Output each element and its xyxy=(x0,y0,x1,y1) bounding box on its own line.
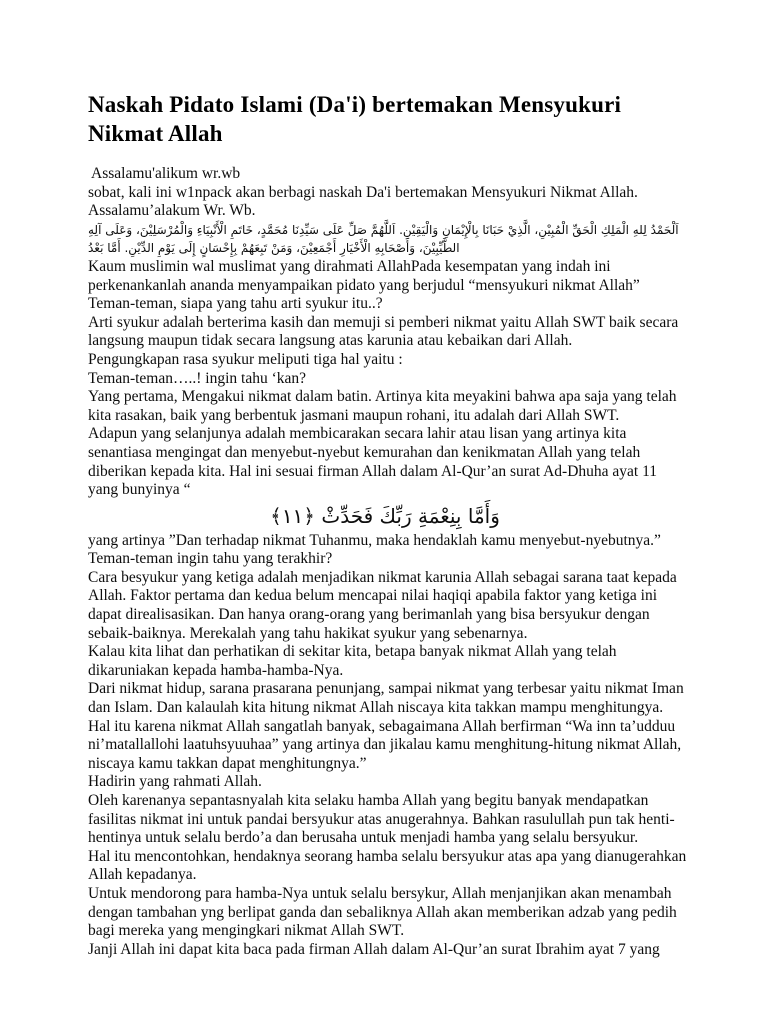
body-text-line: Untuk mendorong para hamba-Nya untuk selalu bersykur, Allah menjanjikan akan menambah xyxy=(88,884,672,902)
page-title xyxy=(88,90,682,148)
body-text-line: sobat, kali ini w1npack akan berbagi naskah Da'i bertemakan Mensyukuri Nikmat Allah. xyxy=(88,183,638,201)
body-text-line: hentinya untuk selalu berdo’a dan berusaha untuk menjadi hamba yang selalu bersyukur. xyxy=(88,829,639,847)
document-body xyxy=(88,165,687,959)
body-text-line: dapat direalisasikan. Dan hanya orang-orang yang berimanlah yang bisa bersyukur dengan xyxy=(88,606,650,624)
body-text-line: Allah kepadanya. xyxy=(88,866,197,884)
body-text-line: ni’matallallohi laatuhsyuuhaa” yang artinya dan jikalau kamu menghitung-hitung nikmat Allah, xyxy=(88,736,682,754)
body-text-line: dan Islam. Dan kalaulah kita hitung nikmat Allah niscaya kita takkan mampu menghitungya. xyxy=(88,699,664,717)
body-text-line: Oleh karenanya sepantasnyalah kita selaku hamba Allah yang begitu banyak mendapatkan xyxy=(88,792,649,809)
body-text-line: Yang pertama, Mengakui nikmat dalam batin. Artinya kita meyakini bahwa apa saja yang telah xyxy=(88,388,677,406)
body-text-line: Kaum muslimin wal muslimat yang dirahmati AllahPada kesempatan yang indah ini xyxy=(88,257,611,275)
body-text-line: sebaik-baiknya. Merekalah yang tahu hakikat syukur yang sebenarnya. xyxy=(88,624,528,642)
body-text-line: Kalau kita lihat dan perhatikan di sekitar kita, betapa banyak nikmat Allah yang telah xyxy=(88,643,617,661)
body-text-line: Teman-teman, siapa yang tahu arti syukur itu..? xyxy=(88,295,383,313)
body-text-line: dikaruniakan kepada hamba-hamba-Nya. xyxy=(88,661,344,679)
body-text-line: yang bunyinya “ xyxy=(88,481,191,499)
body-text-line: yang artinya ”Dan terhadap nikmat Tuhanmu, maka hendaklah kamu menyebut-nyebutnya.” xyxy=(88,531,661,549)
body-text-line: Hadirin yang rahmati Allah. xyxy=(88,773,262,791)
body-text-line: bagi mereka yang mengingkari nikmat Allah SWT. xyxy=(88,922,405,940)
body-text-line: dengan tambahan yng berlipat ganda dan sebaliknya Allah akan memberikan adzab yang pedih xyxy=(88,903,677,921)
body-text-line: Teman-teman ingin tahu yang terakhir? xyxy=(88,550,333,568)
body-text-line: diberikan kepada kita. Hal ini sesuai firman Allah dalam Al-Qur’an surat Ad-Dhuha ayat 11 xyxy=(88,462,658,480)
arabic-dua-paragraph: اَلْحَمْدُ لِلهِ الْمَلِكِ الْحَقِّ الْمُبِيْنِ، الَّذِيْ حَبَانَا بِالْإِيْمَانِ وَالْيَقِيْنِ. اَللَّهُمَّ صَلِّ عَلَى سَيِّدِنَا مُحَمَّدٍ، خَاتَمِ الْأَنْبِيَاءِ وَالْمُرْسَلِيْنَ، وَعَلَى آلِهِ الطَّيِّبِيْنَ، وَأَصْحَابِهِ الْأَخْيَارِ أَجْمَعِيْنَ، وَمَنْ تَبِعَهُمْ بِإِحْسَانٍ إِلَى يَوْمِ الدِّيْنِ. أَمَّا بَعْدُ xyxy=(88,222,679,256)
body-text-line: senantiasa mengingat dan menyebut-nyebut kemurahan dan kenikmatan Allah yang telah xyxy=(88,443,641,461)
body-text-line: Adapun yang selanjunya adalah membicarakan secara lahir atau lisan yang artinya kita xyxy=(88,425,627,443)
body-text-line: Hal itu mencontohkan, hendaknya seorang hamba selalu bersyukur atas apa yang dianugerahkan xyxy=(88,847,687,865)
body-text-line: Assalamu’alakum Wr. Wb. xyxy=(88,202,256,220)
body-text-line: Assalamu'alikum wr.wb xyxy=(88,165,241,182)
body-text-line: Arti syukur adalah berterima kasih dan memuji si pemberi nikmat yaitu Allah SWT baik secara xyxy=(88,313,679,331)
body-text-line: kita rasakan, baik yang berbentuk jasmani maupun rohani, itu adalah dari Allah SWT. xyxy=(88,406,620,424)
body-text-line: perkenankanlah ananda menyampaikan pidato yang berjudul “mensyukuri nikmat Allah” xyxy=(88,276,640,294)
body-text-line: Cara besyukur yang ketiga adalah menjadikan nikmat karunia Allah sebagai sarana taat kepada xyxy=(88,568,677,586)
body-text-line: Janji Allah ini dapat kita baca pada firman Allah dalam Al-Qur’an surat Ibrahim ayat 7 yang xyxy=(88,940,660,958)
body-text-line: Dari nikmat hidup, sarana prasarana penunjang, sampai nikmat yang terbesar yaitu nikmat Iman xyxy=(88,680,684,698)
body-text-line: Pengungkapan rasa syukur meliputi tiga hal yaitu : xyxy=(88,350,403,368)
quran-verse-line: وَأَمَّا بِنِعْمَةِ رَبِّكَ فَحَدِّثْ ﴿١١﴾ xyxy=(270,503,500,528)
body-text-line: niscaya kamu takkan dapat menghitungnya.” xyxy=(88,754,367,772)
body-text-line: Hal itu karena nikmat Allah sangatlah banyak, sebagaimana Allah berfirman “Wa inn ta’udduu xyxy=(88,717,676,735)
body-text-line: fasilitas nikmat ini untuk pandai bersyukur atas anugerahnya. Bahkan rasulullah pun tak henti- xyxy=(88,810,675,828)
body-text-line: langsung maupun tidak secara langsung atas karunia atau kebaikan dari Allah. xyxy=(88,332,573,350)
page-title-line-2: Nikmat Allah xyxy=(88,121,223,146)
body-text-line: Teman-teman…..! ingin tahu ‘kan? xyxy=(88,369,306,387)
body-text-line: Allah. Faktor pertama dan kedua belum mencapai nilai haqiqi apabila faktor yang ketiga ini xyxy=(88,587,657,605)
page-title-line-1: Naskah Pidato Islami (Da'i) bertemakan Mensyukuri xyxy=(88,92,622,117)
